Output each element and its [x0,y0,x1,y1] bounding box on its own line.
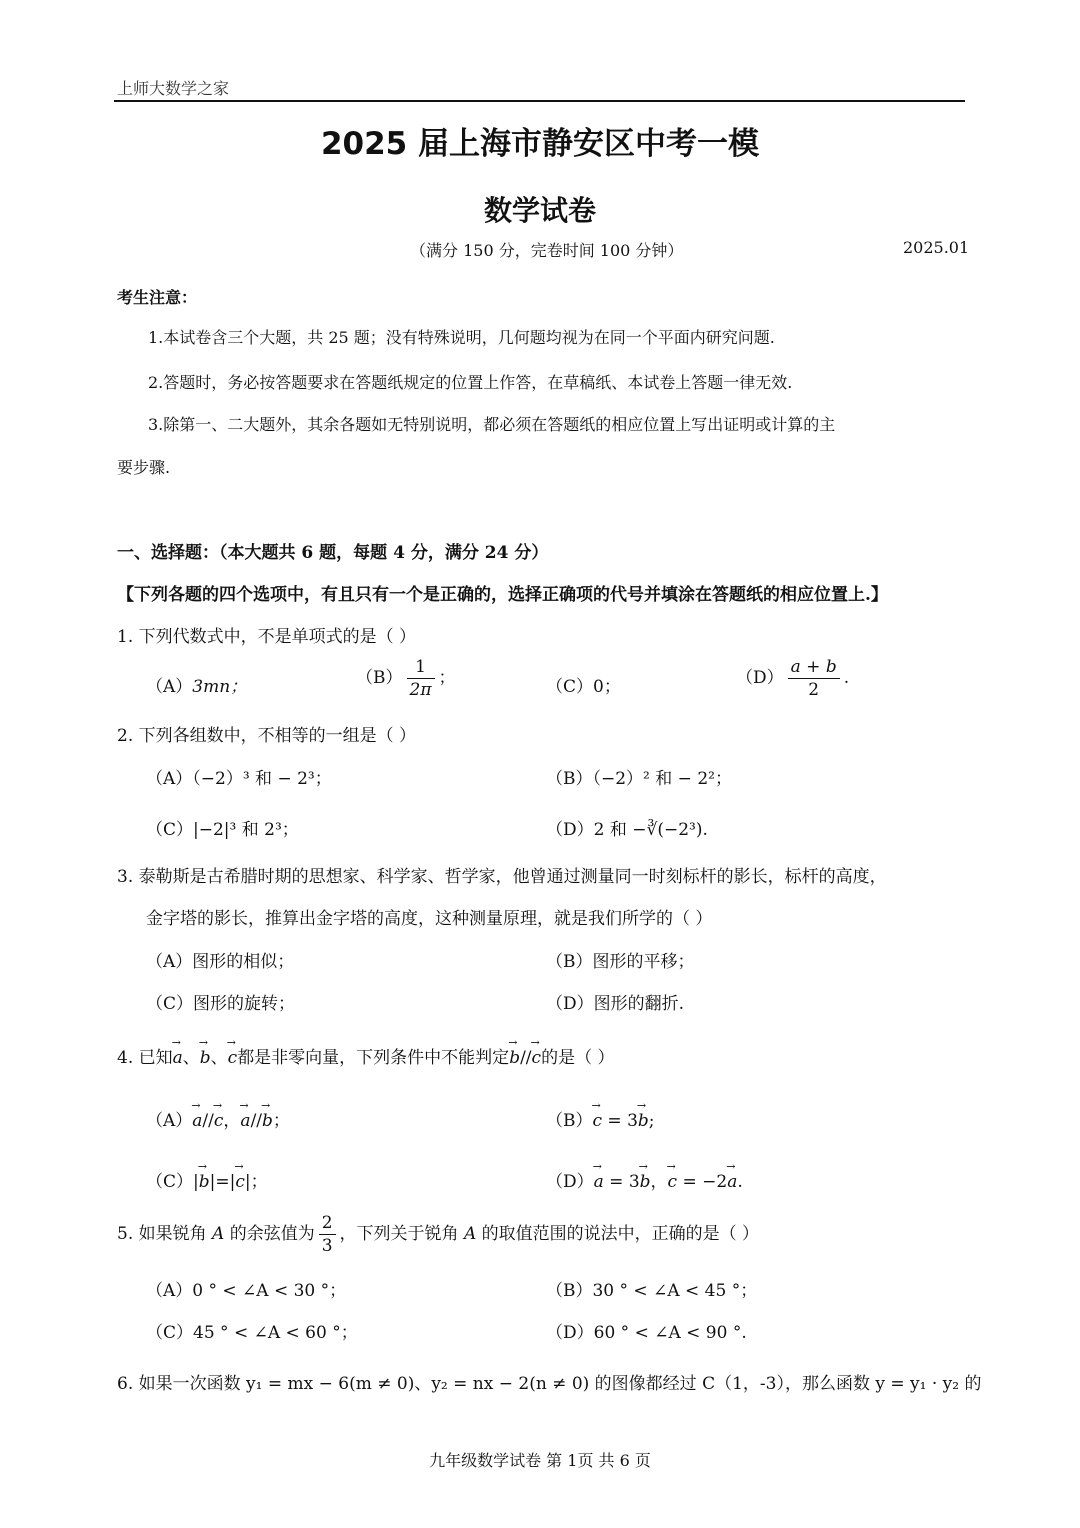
numerator: 2 [319,1212,336,1235]
stem-sep: 、 [182,1048,200,1068]
option-end: ; [648,1111,655,1131]
angle-var: A [212,1224,225,1244]
option-label: （C） [146,1172,194,1192]
option-label: （D） [546,1172,594,1192]
option-label: （B） [546,1111,593,1131]
option-end: ； [272,1111,290,1131]
option-end: . [737,1172,743,1192]
parallel-sign: // [250,1111,263,1131]
stem-sep: 、 [210,1048,228,1068]
q2-option-a: （A）（−2）³ 和 − 2³； [146,769,332,789]
q5-option-a: （A）0 ° < ∠A < 30 °； [146,1281,347,1301]
parallel-sign: // [520,1048,532,1068]
q1-option-b [356,656,456,701]
vector-c: → c [532,1048,542,1068]
q2-option-d: （D）2 和 −∛(−2³). [546,820,708,840]
page-footer: 九年级数学试卷 第 1页 共 6 页 [429,1451,651,1470]
vector-c: → c [235,1172,245,1192]
notice-item-1: 1.本试卷含三个大题，共 25 题；没有特殊说明，几何题均视为在同一个平面内研究问题. [148,328,775,347]
vector-c: → c [228,1048,238,1068]
denominator: 3 [321,1236,333,1256]
option-label: （A） [146,1111,193,1131]
numerator: a + b [788,656,840,679]
option-eq: = −2 [677,1172,728,1192]
question-4-stem [117,1043,614,1068]
q4-option-d [546,1167,743,1192]
numerator: 1 [407,656,435,679]
vector-a: → a [594,1172,604,1192]
vector-a: → a [240,1111,250,1131]
q4-option-c [146,1167,268,1192]
q4-option-a [146,1106,290,1131]
q2-option-b: （B）（−2）² 和 − 2²； [546,769,732,789]
section-heading: 一、选择题：（本大题共 6 题，每题 4 分，满分 24 分） [117,543,549,563]
vector-c: → c [593,1111,603,1131]
question-2-stem: 2. 下列各组数中，不相等的一组是（ ） [117,726,417,746]
header-source: 上师大数学之家 [117,79,230,98]
vector-a: → a [727,1172,737,1192]
stem-text: 5. 如果锐角 [117,1224,213,1244]
denominator: 2 [808,680,820,700]
option-eq: = 3 [602,1111,638,1131]
abs-bar: |； [244,1172,268,1192]
header-divider [114,100,965,102]
vector-c: → c [214,1111,224,1131]
notice-title: 考生注意： [117,288,198,307]
question-6-stem: 6. 如果一次函数 y₁ = mx − 6(m ≠ 0)、y₂ = nx − 2(n ≠ 0) 的图像都经过 C（1，-3），那么函数 y = y₁ · y₂ 的 [117,1374,982,1394]
notice-item-2: 2.答题时，务必按答题要求在答题纸规定的位置上作答，在草稿纸、本试卷上答题一律无效. [148,373,793,392]
notice-item-3-cont: 要步骤. [117,458,171,477]
stem-text: 的余弦值为 [224,1224,315,1244]
option-end: . [843,668,850,688]
question-1-stem: 1. 下列代数式中，不是单项式的是（ ） [117,627,417,647]
vector-b: → b [200,1048,211,1068]
exam-meta: （满分 150 分，完卷时间 100 分钟） [410,241,684,260]
stem-text: 都是非零向量，下列条件中不能判定 [237,1048,510,1068]
stem-text: 4. 已知 [117,1048,173,1068]
q1-option-a [146,672,247,697]
question-3-stem: 3. 泰勒斯是古希腊时期的思想家、科学家、哲学家，他曾通过测量同一时刻标杆的影长，标杆的高度， [117,867,887,887]
q5-option-c: （C）45 ° < ∠A < 60 °； [146,1323,358,1343]
denominator: 2π [409,680,432,700]
abs-bar: | [193,1172,199,1192]
q3-option-a: （A）图形的相似； [146,952,295,972]
fraction [319,1212,336,1257]
vector-c: → c [668,1172,678,1192]
angle-var: A [463,1224,477,1244]
page-subtitle: 数学试卷 [483,194,596,227]
question-3-stem-cont: 金字塔的影长，推算出金字塔的高度，这种测量原理，就是我们所学的（ ） [146,909,713,929]
vector-b: → b [640,1172,651,1192]
q2-option-c: （C）|−2|³ 和 2³； [146,820,299,840]
option-sep: ， [650,1172,668,1192]
vector-b: → b [262,1111,273,1131]
stem-text: 的取值范围的说法中，正确的是（ ） [476,1224,760,1244]
parallel-sign: // [202,1111,214,1131]
option-value: 3mn； [192,677,248,697]
vector-a: → a [173,1048,183,1068]
question-5-stem [117,1212,759,1257]
option-label: （D） [736,668,784,688]
stem-text: ，下列关于锐角 [339,1224,464,1244]
vector-b: → b [199,1172,210,1192]
exam-date: 2025.01 [903,238,970,257]
notice-item-3: 3.除第一、二大题外，其余各题如无特别说明，都必须在答题纸的相应位置上写出证明或计算的主 [148,415,836,434]
option-value: 0； [593,677,621,697]
vector-b: → b [638,1111,649,1131]
vector-b: → b [509,1048,520,1068]
q5-option-d: （D）60 ° < ∠A < 90 °. [546,1323,747,1343]
q3-option-b: （B）图形的平移； [546,952,695,972]
option-label: （C） [546,677,594,697]
option-sep: ， [223,1111,241,1131]
option-label: （B） [356,668,403,688]
stem-text: 的是（ ） [541,1048,615,1068]
fraction [407,656,435,701]
option-eq: = 3 [603,1172,640,1192]
vector-a: → a [192,1111,202,1131]
option-label: （A） [146,677,193,697]
q1-option-c [546,672,621,697]
q5-option-b: （B）30 ° < ∠A < 45 °； [546,1281,758,1301]
abs-eq: |=| [209,1172,236,1192]
option-end: ； [438,668,456,688]
q1-option-d [736,656,849,701]
page-title: 2025 届上海市静安区中考一模 [320,126,760,162]
section-instruction: 【下列各题的四个选项中，有且只有一个是正确的，选择正确项的代号并填涂在答题纸的相应位置上.】 [117,585,888,605]
q4-option-b [546,1106,655,1131]
q3-option-c: （C）图形的旋转； [146,994,296,1014]
fraction [788,656,840,701]
q3-option-d: （D）图形的翻折. [546,994,685,1014]
